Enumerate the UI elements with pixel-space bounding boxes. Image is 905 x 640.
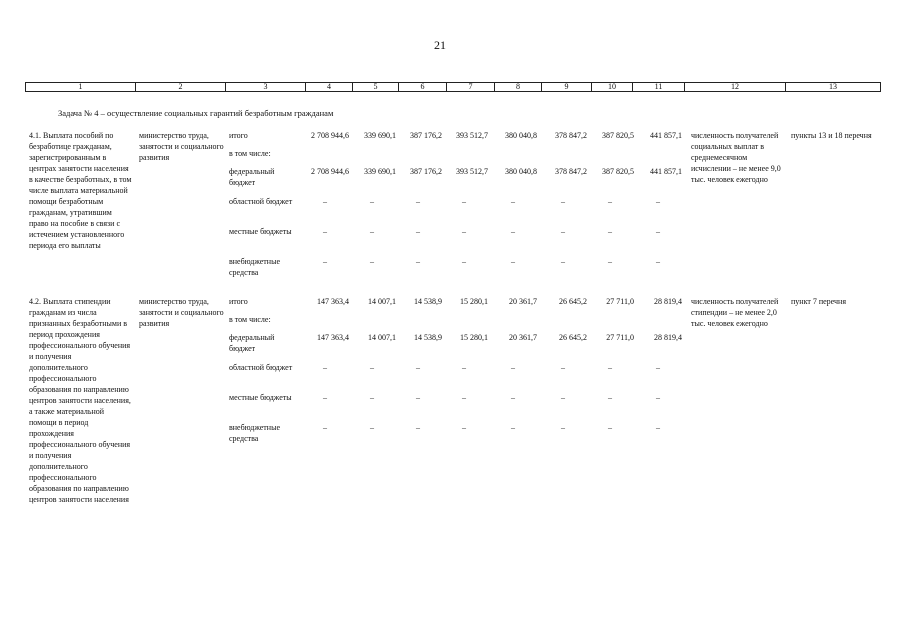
- column-number: 5: [353, 83, 399, 92]
- value-dash: –: [370, 227, 374, 236]
- column-number: 1: [26, 83, 136, 92]
- column-number: 9: [542, 83, 592, 92]
- value-dash: –: [608, 423, 612, 432]
- funding-source: итого: [229, 131, 248, 140]
- funding-source: итого: [229, 297, 248, 306]
- value-dash: –: [416, 227, 420, 236]
- list-reference: пункты 13 и 18 перечня: [791, 131, 872, 140]
- funding-value: 387 176,2: [410, 167, 442, 176]
- funding-value: 441 857,1: [650, 167, 682, 176]
- value-dash: –: [608, 257, 612, 266]
- value-dash: –: [561, 197, 565, 206]
- value-dash: –: [370, 423, 374, 432]
- funding-value: 14 538,9: [414, 333, 442, 342]
- column-number: 13: [786, 83, 881, 92]
- funding-source: федеральный бюджет: [229, 167, 275, 187]
- column-number: 11: [633, 83, 685, 92]
- column-number: 6: [399, 83, 447, 92]
- funding-value: 27 711,0: [606, 333, 634, 342]
- measure-name: 4.2. Выплата стипендии гражданам из числа признанных безработными в период прохождения профессионального обучения и получения дополнительного профессионального образования по направлению центров занятости населения, а также материальной помощи в период прохождения профессионального обучения и получения дополнительного профессионального образования по направлению центров занятости населения: [29, 297, 131, 504]
- funding-value: 378 847,2: [555, 131, 587, 140]
- value-dash: –: [511, 257, 515, 266]
- value-dash: –: [323, 393, 327, 402]
- funding-value: 15 280,1: [460, 297, 488, 306]
- value-dash: –: [323, 227, 327, 236]
- funding-value: 15 280,1: [460, 333, 488, 342]
- value-dash: –: [323, 197, 327, 206]
- executor: министерство труда, занятости и социального развития: [139, 297, 224, 328]
- funding-value: 28 819,4: [654, 333, 682, 342]
- funding-value: 387 176,2: [410, 131, 442, 140]
- funding-value: 380 040,8: [505, 167, 537, 176]
- funding-value: 393 512,7: [456, 131, 488, 140]
- value-dash: –: [370, 363, 374, 372]
- funding-value: 2 708 944,6: [311, 131, 349, 140]
- funding-source: федеральный бюджет: [229, 333, 275, 353]
- funding-value: 28 819,4: [654, 297, 682, 306]
- value-dash: –: [656, 197, 660, 206]
- value-dash: –: [656, 363, 660, 372]
- funding-value: 147 363,4: [317, 297, 349, 306]
- column-number: 4: [306, 83, 353, 92]
- column-number: 12: [685, 83, 786, 92]
- list-reference: пункт 7 перечня: [791, 297, 847, 306]
- value-dash: –: [370, 393, 374, 402]
- value-dash: –: [323, 423, 327, 432]
- column-number: 2: [136, 83, 226, 92]
- value-dash: –: [416, 257, 420, 266]
- funding-value: 14 007,1: [368, 333, 396, 342]
- value-dash: –: [511, 423, 515, 432]
- executor: министерство труда, занятости и социального развития: [139, 131, 224, 162]
- funding-value: 387 820,5: [602, 131, 634, 140]
- value-dash: –: [416, 393, 420, 402]
- value-dash: –: [462, 363, 466, 372]
- funding-value: 339 690,1: [364, 131, 396, 140]
- value-dash: –: [511, 393, 515, 402]
- value-dash: –: [462, 227, 466, 236]
- funding-source: областной бюджет: [229, 363, 293, 372]
- funding-source: в том числе:: [229, 315, 271, 324]
- funding-value: 14 007,1: [368, 297, 396, 306]
- value-dash: –: [511, 197, 515, 206]
- target-indicator: численность получателей стипендии – не менее 2,0 тыс. человек ежегодно: [691, 297, 779, 328]
- value-dash: –: [608, 393, 612, 402]
- funding-value: 147 363,4: [317, 333, 349, 342]
- funding-value: 20 361,7: [509, 333, 537, 342]
- funding-value: 339 690,1: [364, 167, 396, 176]
- funding-source: внебюджетные средства: [229, 423, 280, 443]
- funding-value: 393 512,7: [456, 167, 488, 176]
- column-number-header: [25, 82, 881, 92]
- value-dash: –: [511, 227, 515, 236]
- funding-value: 20 361,7: [509, 297, 537, 306]
- column-number: 3: [226, 83, 306, 92]
- funding-value: 380 040,8: [505, 131, 537, 140]
- value-dash: –: [462, 423, 466, 432]
- value-dash: –: [462, 197, 466, 206]
- value-dash: –: [323, 257, 327, 266]
- funding-value: 26 645,2: [559, 333, 587, 342]
- funding-value: 441 857,1: [650, 131, 682, 140]
- value-dash: –: [561, 363, 565, 372]
- value-dash: –: [416, 423, 420, 432]
- value-dash: –: [416, 363, 420, 372]
- value-dash: –: [462, 393, 466, 402]
- measure-name: 4.1. Выплата пособий по безработице гражданам, зарегистрированным в центрах занятости населения в качестве безработных, в том числе выплата материальной помощи безработным гражданам, утратившим право на пособие в связи с истечением установленного периода его выплаты: [29, 131, 132, 250]
- funding-value: 387 820,5: [602, 167, 634, 176]
- value-dash: –: [608, 197, 612, 206]
- funding-source: местные бюджеты: [229, 393, 292, 402]
- value-dash: –: [656, 423, 660, 432]
- column-number: 8: [495, 83, 542, 92]
- funding-source: областной бюджет: [229, 197, 293, 206]
- value-dash: –: [323, 363, 327, 372]
- value-dash: –: [462, 257, 466, 266]
- value-dash: –: [561, 257, 565, 266]
- target-indicator: численность получателей социальных выплат в среднемесячном исчислении – не менее 9,0 тыс. человек ежегодно: [691, 131, 781, 184]
- column-number: 10: [592, 83, 633, 92]
- column-number: 7: [447, 83, 495, 92]
- value-dash: –: [370, 257, 374, 266]
- value-dash: –: [416, 197, 420, 206]
- funding-value: 26 645,2: [559, 297, 587, 306]
- funding-source: в том числе:: [229, 149, 271, 158]
- funding-source: внебюджетные средства: [229, 257, 280, 277]
- value-dash: –: [608, 363, 612, 372]
- value-dash: –: [561, 227, 565, 236]
- value-dash: –: [656, 257, 660, 266]
- value-dash: –: [561, 393, 565, 402]
- funding-value: 378 847,2: [555, 167, 587, 176]
- value-dash: –: [656, 393, 660, 402]
- task-title: Задача № 4 – осуществление социальных гарантий безработным гражданам: [58, 108, 334, 118]
- value-dash: –: [370, 197, 374, 206]
- value-dash: –: [656, 227, 660, 236]
- value-dash: –: [608, 227, 612, 236]
- funding-value: 27 711,0: [606, 297, 634, 306]
- value-dash: –: [561, 423, 565, 432]
- funding-value: 14 538,9: [414, 297, 442, 306]
- funding-source: местные бюджеты: [229, 227, 292, 236]
- funding-value: 2 708 944,6: [311, 167, 349, 176]
- value-dash: –: [511, 363, 515, 372]
- page-number: 21: [434, 38, 446, 52]
